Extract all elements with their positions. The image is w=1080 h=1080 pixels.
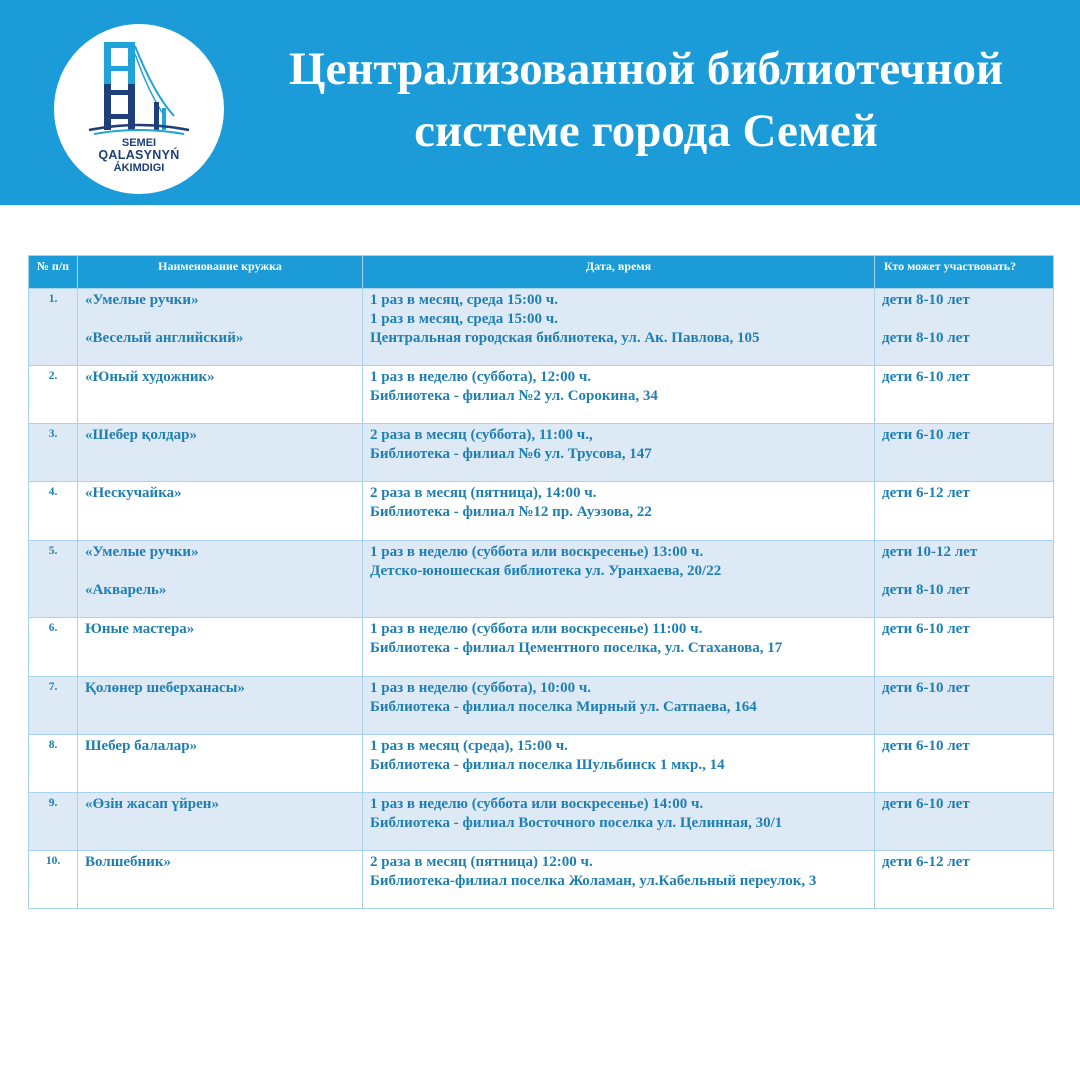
club-name: «Умелые ручки» [85, 292, 199, 308]
participants-cell [875, 793, 1054, 851]
age-group: дети 6-10 лет [882, 738, 970, 754]
schedule-line: 1 раз в неделю (суббота или воскресенье) 14:00 ч. [370, 796, 704, 812]
page-title [238, 38, 1054, 162]
schedule-cell [363, 735, 875, 793]
participants-cell [875, 541, 1054, 618]
logo-line-3: ÁKIMDIGI [113, 162, 165, 174]
schedule-cell [363, 482, 875, 541]
schedule-cell [363, 424, 875, 482]
table-row [29, 851, 1054, 909]
age-group: дети 6-10 лет [882, 427, 970, 443]
table-row [29, 289, 1054, 366]
club-name-cell [78, 541, 363, 618]
schedule-line: Детско-юношеская библиотека ул. Уранхаева, 20/22 [370, 563, 722, 579]
schedule-line: 1 раз в неделю (суббота), 10:00 ч. [370, 680, 592, 696]
participants-cell [875, 677, 1054, 735]
club-name: Шебер балалар» [85, 738, 198, 754]
club-name: Юные мастера» [85, 621, 195, 637]
club-name-cell [78, 289, 363, 366]
age-group: дети 6-10 лет [882, 796, 970, 812]
club-name [85, 562, 355, 581]
table-row [29, 793, 1054, 851]
club-name: «Умелые ручки» [85, 544, 199, 560]
schedule-line: Библиотека - филиал №2 ул. Сорокина, 34 [370, 388, 658, 404]
club-name-cell [78, 482, 363, 541]
table-body [29, 289, 1054, 909]
participants-cell [875, 851, 1054, 909]
club-name: «Өзін жасап үйрен» [85, 796, 219, 812]
clubs-schedule-table [28, 255, 1054, 909]
schedule-line: 1 раз в месяц, среда 15:00 ч. [370, 311, 558, 327]
schedule-line: Библиотека - филиал Восточного поселка ул. Целинная, 30/1 [370, 815, 783, 831]
participants-cell [875, 366, 1054, 424]
city-akimat-logo [54, 24, 224, 194]
row-number: 6. [29, 618, 78, 677]
club-name: Волшебник» [85, 854, 171, 870]
club-name: «Шебер қолдар» [85, 427, 197, 443]
schedule-cell [363, 366, 875, 424]
participants-cell [875, 735, 1054, 793]
page-title-line-2: системе города Семей [414, 105, 878, 157]
age-group [882, 562, 1046, 581]
schedule-line: 1 раз в месяц, среда 15:00 ч. [370, 292, 558, 308]
schedule-line: Библиотека-филиал поселка Жоламан, ул.Кабельный переулок, 3 [370, 873, 817, 889]
participants-cell [875, 424, 1054, 482]
header-club-name: Наименование кружка [78, 256, 363, 289]
row-number: 4. [29, 482, 78, 541]
schedule-cell [363, 289, 875, 366]
club-name-cell [78, 677, 363, 735]
age-group: дети 8-10 лет [882, 292, 970, 308]
logo-line-1: SEMEI [121, 137, 157, 149]
table-row [29, 482, 1054, 541]
header-participants: Кто может участвовать? [875, 256, 1054, 289]
club-name [85, 310, 355, 329]
participants-cell [875, 618, 1054, 677]
club-name: «Веселый английский» [85, 330, 244, 346]
club-name-cell [78, 424, 363, 482]
age-group: дети 6-12 лет [882, 854, 970, 870]
schedule-cell [363, 541, 875, 618]
table-row [29, 541, 1054, 618]
age-group: дети 6-12 лет [882, 485, 970, 501]
header-banner [0, 0, 1080, 205]
schedule-cell [363, 793, 875, 851]
schedule-cell [363, 618, 875, 677]
participants-cell [875, 289, 1054, 366]
table-row [29, 677, 1054, 735]
table-row [29, 735, 1054, 793]
row-number: 9. [29, 793, 78, 851]
schedule-line: 2 раза в месяц (пятница) 12:00 ч. [370, 854, 593, 870]
club-name-cell [78, 618, 363, 677]
club-name: «Нескучайка» [85, 485, 182, 501]
schedule-line: Библиотека - филиал №6 ул. Трусова, 147 [370, 446, 652, 462]
row-number: 3. [29, 424, 78, 482]
schedule-line: Библиотека - филиал №12 пр. Ауэзова, 22 [370, 504, 652, 520]
age-group [882, 310, 1046, 329]
row-number: 7. [29, 677, 78, 735]
age-group: дети 6-10 лет [882, 621, 970, 637]
schedule-line: 2 раза в месяц (пятница), 14:00 ч. [370, 485, 597, 501]
schedule-line: Библиотека - филиал Цементного поселка, ул. Стаханова, 17 [370, 640, 783, 656]
age-group: дети 6-10 лет [882, 680, 970, 696]
schedule-line: 1 раз в месяц (среда), 15:00 ч. [370, 738, 568, 754]
schedule-line: Библиотека - филиал поселка Мирный ул. Сатпаева, 164 [370, 699, 757, 715]
table-row [29, 366, 1054, 424]
page-title-line-1: Централизованной библиотечной [288, 43, 1004, 95]
club-name-cell [78, 793, 363, 851]
logo-line-2: QALASYNYŃ [98, 148, 180, 162]
row-number: 5. [29, 541, 78, 618]
schedule-line: Центральная городская библиотека, ул. Ак. Павлова, 105 [370, 330, 760, 346]
schedule-line: 1 раз в неделю (суббота или воскресенье) 13:00 ч. [370, 544, 704, 560]
header-date-time: Дата, время [363, 256, 875, 289]
table-row [29, 424, 1054, 482]
age-group: дети 8-10 лет [882, 582, 970, 598]
schedule-line: 1 раз в неделю (суббота), 12:00 ч. [370, 369, 592, 385]
table-row [29, 618, 1054, 677]
row-number: 2. [29, 366, 78, 424]
row-number: 1. [29, 289, 78, 366]
row-number: 10. [29, 851, 78, 909]
schedule-line: 2 раза в месяц (суббота), 11:00 ч., [370, 427, 593, 443]
age-group: дети 6-10 лет [882, 369, 970, 385]
club-name-cell [78, 735, 363, 793]
club-name-cell [78, 851, 363, 909]
age-group: дети 8-10 лет [882, 330, 970, 346]
table-header-row [29, 256, 1054, 289]
club-name: Қолөнер шеберханасы» [85, 680, 245, 696]
club-name: «Юный художник» [85, 369, 215, 385]
row-number: 8. [29, 735, 78, 793]
age-group: дети 10-12 лет [882, 544, 978, 560]
schedule-cell [363, 851, 875, 909]
club-name-cell [78, 366, 363, 424]
schedule-line: 1 раз в неделю (суббота или воскресенье) 11:00 ч. [370, 621, 703, 637]
schedule-cell [363, 677, 875, 735]
participants-cell [875, 482, 1054, 541]
header-number: № п/п [29, 256, 78, 289]
club-name: «Акварель» [85, 582, 167, 598]
schedule-line: Библиотека - филиал поселка Шульбинск 1 мкр., 14 [370, 757, 725, 773]
